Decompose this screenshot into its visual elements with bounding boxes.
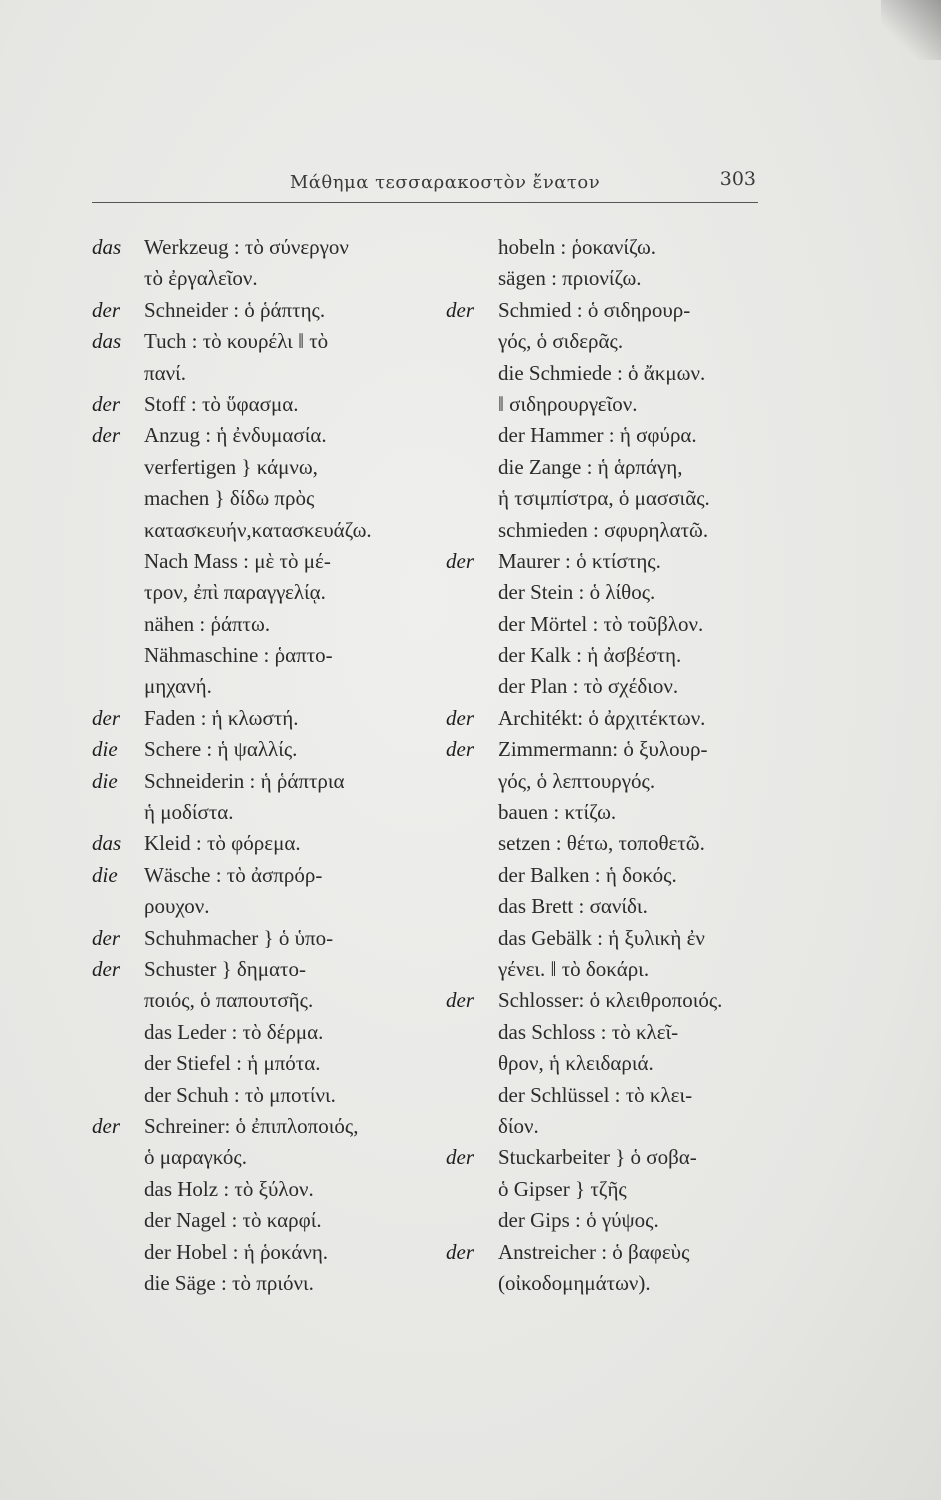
entry-text: Schmied : ὁ σιδηρουρ- (498, 297, 691, 322)
entry-line (92, 420, 452, 451)
entry-text: Stuckarbeiter } ὁ σοβα- (498, 1145, 697, 1170)
entry-text: μηχανή. (144, 674, 212, 699)
entry-text: Anstreicher : ὁ βαφεὺς (498, 1239, 690, 1264)
entry-text: das Leder : τὸ δέρμα. (144, 1019, 324, 1044)
entry-text: Schreiner: ὁ ἐπιπλοποιός, (144, 1113, 359, 1138)
entry-line (92, 797, 452, 828)
entry-article: der (446, 548, 474, 573)
entry-text: Schuhmacher } ὁ ὑπο- (144, 925, 334, 950)
entry-line (92, 483, 452, 514)
entry-line (446, 891, 816, 922)
entry-line (446, 452, 816, 483)
entry-article: das (92, 235, 122, 259)
entry-text: der Stein : ὁ λίθος. (498, 580, 656, 605)
entry-article: der (446, 705, 474, 730)
entry-text: Schneider : ὁ ῥάπτης. (144, 297, 326, 322)
entry-text: (οἰκοδομημάτων). (498, 1270, 651, 1295)
entry-article: der (92, 391, 120, 416)
entry-line (92, 703, 452, 734)
entry-text: der Mörtel : τὸ τοῦβλον. (498, 611, 704, 636)
entry-line (92, 923, 452, 954)
entry-line (446, 1205, 816, 1236)
entry-text: ἡ τσιμπίστρα, ὁ μασσιᾶς. (498, 486, 710, 511)
entry-line (446, 1017, 816, 1048)
entry-article: der (446, 737, 474, 762)
entry-text: ρουχον. (144, 894, 210, 919)
entry-line (92, 1080, 452, 1111)
page-corner-shadow (881, 0, 941, 60)
entry-text: ὁ Gipser } τζῆς (498, 1176, 627, 1201)
entry-text: die Schmiede : ὁ ἄκμων. (498, 360, 706, 385)
entry-line (446, 263, 816, 294)
entry-line (92, 358, 452, 389)
entry-line (446, 797, 816, 828)
left-column (92, 232, 452, 1299)
entry-text: κατασκευήν,κατασκευάζω. (144, 517, 372, 542)
entry-article: der (446, 1145, 474, 1170)
entry-text: τὸ ἐργαλεῖον. (144, 266, 258, 291)
entry-article: der (92, 1113, 120, 1138)
entry-text: verfertigen } κάμνω, (144, 454, 318, 479)
entry-line (92, 1237, 452, 1268)
page-number: 303 (719, 168, 756, 190)
entry-line (446, 1174, 816, 1205)
entry-line (92, 891, 452, 922)
entry-line (446, 828, 816, 859)
right-column (446, 232, 816, 1299)
entry-text: τρον, ἐπὶ παραγγελίᾳ. (144, 580, 326, 605)
entry-text: der Kalk : ἡ ἀσβέστη. (498, 643, 682, 668)
entry-text: Anzug : ἡ ἐνδυμασία. (144, 423, 327, 448)
entry-article: der (446, 297, 474, 322)
entry-article: der (92, 297, 120, 322)
entry-text: der Schlüssel : τὸ κλει- (498, 1082, 693, 1107)
entry-line (92, 577, 452, 608)
entry-text: bauen : κτίζω. (498, 800, 617, 825)
entry-line (446, 640, 816, 671)
entry-line (446, 358, 816, 389)
entry-line (446, 326, 816, 357)
entry-text: Stoff : τὸ ὕφασμα. (144, 391, 299, 416)
entry-line (446, 766, 816, 797)
entry-text: das Brett : σανίδι. (498, 894, 648, 919)
entry-text: Werkzeug : τὸ σύνεργον (144, 235, 349, 259)
entry-line (446, 609, 816, 640)
entry-text: Nähmaschine : ῥαπτο- (144, 643, 333, 668)
entry-line (446, 1142, 816, 1173)
entry-text: Kleid : τὸ φόρεμα. (144, 831, 301, 856)
entry-line (92, 954, 452, 985)
entry-text: Wäsche : τὸ ἀσπρόρ- (144, 862, 323, 887)
entry-line (446, 1048, 816, 1079)
entry-line (92, 295, 452, 326)
entry-line (92, 1111, 452, 1142)
entry-article: die (92, 862, 118, 887)
entry-text: Schneiderin : ἡ ῥάπτρια (144, 768, 345, 793)
entry-line (446, 1268, 816, 1299)
entry-text: machen } δίδω πρὸς (144, 486, 315, 511)
entry-text: der Plan : τὸ σχέδιον. (498, 674, 679, 699)
entry-text: Faden : ἡ κλωστή. (144, 705, 299, 730)
entry-text: nähen : ῥάπτω. (144, 611, 271, 636)
entry-line (446, 515, 816, 546)
entry-text: der Hammer : ἡ σφύρα. (498, 423, 697, 448)
entry-line (92, 985, 452, 1016)
entry-text: Maurer : ὁ κτίστης. (498, 548, 661, 573)
entry-line (92, 671, 452, 702)
entry-line (92, 1017, 452, 1048)
entry-text: die Zange : ἡ ἁρπάγη, (498, 454, 683, 479)
entry-text: der Stiefel : ἡ μπότα. (144, 1051, 321, 1076)
entry-text: setzen : θέτω, τοποθετῶ. (498, 831, 705, 856)
entry-text: das Holz : τὸ ξύλον. (144, 1176, 314, 1201)
entry-line (92, 546, 452, 577)
entry-text: der Gips : ὁ γύψος. (498, 1208, 659, 1233)
entry-text: δίον. (498, 1113, 539, 1138)
entry-article: die (92, 768, 118, 793)
entry-text: γός, ὁ σιδερᾶς. (498, 329, 624, 354)
entry-article: der (92, 956, 120, 981)
entry-line (446, 295, 816, 326)
entry-text: der Hobel : ἡ ῥοκάνη. (144, 1239, 329, 1264)
entry-article: das (92, 831, 122, 856)
entry-line (446, 954, 816, 985)
entry-line (446, 232, 816, 263)
entry-line (446, 923, 816, 954)
entry-article: das (92, 329, 122, 354)
entry-line (92, 828, 452, 859)
entry-text: Schere : ἡ ψαλλίς. (144, 737, 298, 762)
entry-line (446, 1237, 816, 1268)
entry-line (92, 734, 452, 765)
entry-line (92, 1174, 452, 1205)
entry-text: Schuster } δηματο- (144, 956, 306, 981)
entry-line (446, 1111, 816, 1142)
entry-line (92, 609, 452, 640)
entry-text: θρον, ἡ κλειδαριά. (498, 1051, 654, 1076)
entry-line (446, 1080, 816, 1111)
entry-article: der (92, 925, 120, 950)
entry-line (446, 546, 816, 577)
entry-line (92, 263, 452, 294)
entry-line (446, 483, 816, 514)
entry-line (92, 389, 452, 420)
entry-line (446, 860, 816, 891)
entry-line (446, 389, 816, 420)
entry-text: ‖ σιδηρουργεῖον. (498, 391, 638, 416)
entry-line (92, 232, 452, 263)
entry-line (92, 1142, 452, 1173)
entry-line (92, 1268, 452, 1299)
entry-text: der Nagel : τὸ καρφί. (144, 1208, 322, 1233)
entry-text: Zimmermann: ὁ ξυλουρ- (498, 737, 708, 762)
entry-text: die Säge : τὸ πριόνι. (144, 1270, 314, 1295)
header-title: Μάθημα τεσσαρακοστὸν ἔνατον (289, 172, 601, 193)
entry-line (446, 734, 816, 765)
entry-line (92, 1205, 452, 1236)
entry-line (446, 577, 816, 608)
entry-text: Architékt: ὁ ἀρχιτέκτων. (498, 705, 706, 730)
entry-line (446, 985, 816, 1016)
entry-article: der (446, 988, 474, 1013)
entry-text: πανί. (144, 360, 186, 385)
entry-line (92, 326, 452, 357)
entry-line (92, 452, 452, 483)
entry-text: γένει. ‖ τὸ δοκάρι. (498, 956, 650, 981)
entry-line (92, 515, 452, 546)
entry-line (92, 1048, 452, 1079)
entry-line (92, 766, 452, 797)
entry-text: ὁ μαραγκός. (144, 1145, 247, 1170)
entry-text: Schlosser: ὁ κλειθροποιός. (498, 988, 723, 1013)
entry-article: die (92, 737, 118, 762)
entry-text: schmieden : σφυρηλατῶ. (498, 517, 709, 542)
entry-line (446, 703, 816, 734)
entry-line (92, 640, 452, 671)
entry-article: der (92, 705, 120, 730)
entry-line (446, 671, 816, 702)
entry-article: der (92, 423, 120, 448)
entry-text: Tuch : τὸ κουρέλι ‖ τὸ (144, 329, 329, 354)
entry-line (92, 860, 452, 891)
entry-text: γός, ὁ λεπτουργός. (498, 768, 656, 793)
entry-text: das Schloss : τὸ κλεῖ- (498, 1019, 679, 1044)
entry-text: sägen : πριονίζω. (498, 266, 642, 291)
entry-article: der (446, 1239, 474, 1264)
entry-text: hobeln : ῥοκανίζω. (498, 235, 657, 259)
entry-text: der Schuh : τὸ μποτίνι. (144, 1082, 336, 1107)
entry-text: das Gebälk : ἡ ξυλικὴ ἐν (498, 925, 705, 950)
entry-text: ποιός, ὁ παπουτσῆς. (144, 988, 314, 1013)
entry-text: der Balken : ἡ δοκός. (498, 862, 677, 887)
entry-line (446, 420, 816, 451)
running-header (92, 168, 758, 203)
entry-text: ἡ μοδίστα. (144, 800, 234, 825)
entry-text: Nach Mass : μὲ τὸ μέ- (144, 548, 331, 573)
